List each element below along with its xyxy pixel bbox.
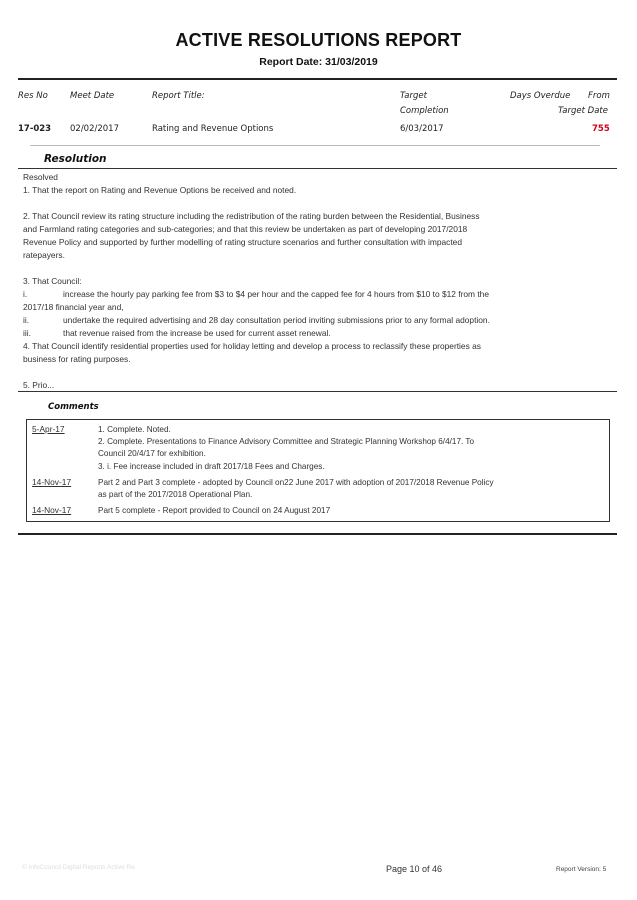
resolution-line: that revenue raised from the increase be used for current asset renewal.	[63, 328, 331, 338]
col-header-days-overdue: Days Overdue	[510, 91, 571, 101]
footer-version: Report Version: 5	[556, 866, 607, 873]
report-title: ACTIVE RESOLUTIONS REPORT	[175, 30, 462, 50]
resolution-line: ratepayers.	[23, 250, 65, 260]
col-header-target-date: Target Date	[558, 106, 608, 116]
resolution-roman: ii.	[23, 315, 30, 325]
resolution-line: and Farmland rating categories and sub-categories; and that this review be undertaken as part of developing 2017/2018	[23, 224, 468, 234]
row-meet-date: 02/02/2017	[70, 124, 119, 134]
resolution-line: business for rating purposes.	[23, 354, 131, 364]
row-report-title: Rating and Revenue Options	[152, 124, 274, 134]
resolution-label: Resolution	[44, 153, 107, 165]
resolution-line: Revenue Policy and supported by further modelling of rating structure scenarios and further consultation with impacted	[23, 237, 462, 247]
resolution-line: undertake the required advertising and 28 day consultation period inviting submissions prior to any formal adoption.	[63, 315, 490, 325]
comments-label: Comments	[48, 402, 99, 412]
comment-line: Part 5 complete - Report provided to Council on 24 August 2017	[98, 506, 331, 515]
row-days-overdue: 755	[592, 124, 610, 134]
comment-date: 5-Apr-17	[32, 424, 65, 434]
report-date: Report Date: 31/03/2019	[259, 56, 378, 68]
comment-line: as part of the 2017/2018 Operational Plan.	[98, 490, 253, 499]
row-res-no: 17-023	[18, 124, 52, 134]
resolution-roman: iii.	[23, 328, 31, 338]
comment-line: 2. Complete. Presentations to Finance Advisory Committee and Strategic Planning Workshop 6/4/17. To	[98, 437, 475, 446]
row-target-completion: 6/03/2017	[400, 124, 444, 134]
footer-page-number: Page 10 of 46	[386, 864, 443, 874]
comment-line: Part 2 and Part 3 complete - adopted by Council on22 June 2017 with adoption of 2017/2018 Revenue Policy	[98, 478, 494, 487]
resolution-line: 3. That Council:	[23, 276, 82, 286]
header-divider	[18, 78, 617, 80]
resolution-line: 4. That Council identify residential properties used for holiday letting and develop a process to reclassify these properties as	[23, 341, 481, 351]
comment-line: Council 20/4/17 for exhibition.	[98, 449, 206, 458]
resolution-line: 5. Prio...	[23, 380, 55, 390]
resolution-line: Resolved	[23, 172, 58, 182]
comment-line: 3. i. Fee increase included in draft 2017/18 Fees and Charges.	[98, 462, 325, 471]
col-header-res-no: Res No	[18, 91, 48, 101]
resolution-line: 2017/18 financial year and,	[23, 302, 124, 312]
resolution-divider	[18, 168, 617, 169]
resolution-roman: i.	[23, 289, 28, 299]
col-header-from: From	[588, 91, 610, 101]
comment-date: 14-Nov-17	[32, 477, 72, 487]
row-divider	[30, 145, 600, 146]
col-header-meet-date: Meet Date	[70, 91, 115, 101]
col-header-target: Target	[400, 91, 427, 101]
col-header-completion: Completion	[400, 106, 449, 116]
comment-line: 1. Complete. Noted.	[98, 425, 171, 434]
comment-date: 14-Nov-17	[32, 505, 72, 515]
resolution-line: 1. That the report on Rating and Revenue Options be received and noted.	[23, 185, 297, 195]
col-header-report-title: Report Title:	[152, 91, 205, 101]
resolution-line: increase the hourly pay parking fee from $3 to $4 per hour and the capped fee for 4 hours from $10 to $12 from the	[63, 289, 489, 299]
footer-watermark: © InfoCouncil Digital Reports Active Re	[22, 864, 135, 871]
end-divider	[18, 533, 617, 535]
comments-divider	[18, 391, 617, 392]
resolution-line: 2. That Council review its rating structure including the redistribution of the rating burden between the Residential, Business	[23, 211, 480, 221]
